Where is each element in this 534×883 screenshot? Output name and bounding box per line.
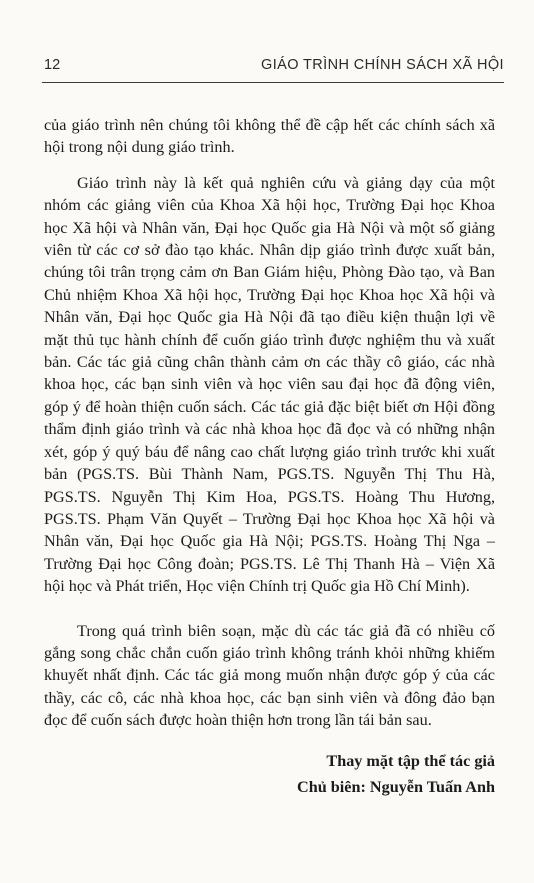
signature-line-representative: Thay mặt tập thể tác giả: [326, 751, 495, 770]
signature-block: [44, 750, 495, 799]
paragraph-acknowledgements: Giáo trình này là kết quả nghiên cứu và giảng dạy của một nhóm các giảng viên của Khoa Xã hội học, Trường Đại học Khoa học Xã hội và Nhân văn, Đại học Quốc gia Hà Nội và một số giảng viên từ các cơ sở đào tạo khác. Nhân dịp giáo trình được xuất bản, chúng tôi trân trọng cảm ơn Ban Giám hiệu, Phòng Đào tạo, và Ban Chủ nhiệm Khoa Xã hội học, Trường Đại học Khoa học Xã hội và Nhân văn, Đại học Quốc gia Hà Nội đã tạo điều kiện thuận lợi về mặt thủ tục hành chính để cuốn giáo trình được nghiệm thu và xuất bản. Các tác giả cũng chân thành cảm ơn các thầy cô giáo, các nhà khoa học, các bạn sinh viên và học viên sau đại học đã động viên, góp ý để hoàn thiện cuốn sách. Các tác giả đặc biệt biết ơn Hội đồng thẩm định giáo trình và các nhà khoa học đã đọc và có những nhận xét, góp ý quý báu để nâng cao chất lượng giáo trình trước khi xuất bản (PGS.TS. Bùi Thành Nam, PGS.TS. Nguyễn Thị Thu Hà, PGS.TS. Nguyễn Thị Kim Hoa, PGS.TS. Hoàng Thu Hương, PGS.TS. Phạm Văn Quyết – Trường Đại học Khoa học Xã hội và Nhân văn, Đại học Quốc gia Hà Nội; PGS.TS. Hoàng Thị Nga – Trường Đại học Công đoàn; PGS.TS. Lê Thị Thanh Hà – Viện Xã hội học và Phát triển, Học viện Chính trị Quốc gia Hồ Chí Minh).: [44, 173, 495, 596]
paragraph-continuation: của giáo trình nên chúng tôi không thể đề cập hết các chính sách xã hội trong nội dung giáo trình.: [44, 116, 495, 157]
page-header: [42, 54, 504, 83]
paragraph-closing: Trong quá trình biên soạn, mặc dù các tác giả đã có nhiều cố gắng song chắc chắn cuốn giáo trình không tránh khỏi những khiếm khuyết nhất định. Các tác giả mong muốn nhận được góp ý của các thầy, các cô, các nhà khoa học, các bạn sinh viên và đông đảo bạn đọc để cuốn sách được hoàn thiện hơn trong lần tái bản sau.: [44, 621, 495, 730]
page-number: 12: [44, 57, 61, 73]
page-body: [44, 114, 495, 799]
signature-line-editor: Chủ biên: Nguyễn Tuấn Anh: [297, 778, 495, 797]
running-title: GIÁO TRÌNH CHÍNH SÁCH XÃ HỘI: [261, 57, 504, 73]
